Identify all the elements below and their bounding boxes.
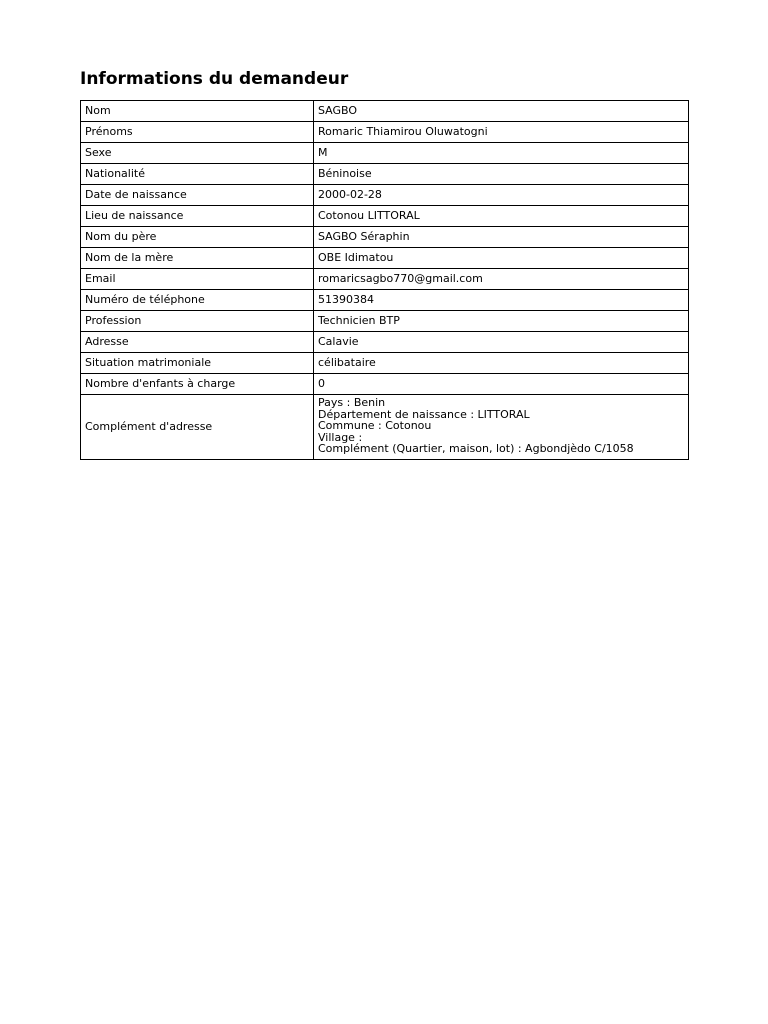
- section-title: Informations du demandeur: [80, 69, 349, 89]
- field-value-date-naissance: 2000-02-28: [314, 185, 689, 206]
- field-label-complement-adresse: Complément d'adresse: [81, 395, 314, 460]
- row-profession: [81, 311, 689, 332]
- field-value-email: romaricsagbo770@gmail.com: [314, 269, 689, 290]
- row-prenoms: [81, 122, 689, 143]
- field-value-prenoms: Romaric Thiamirou Oluwatogni: [314, 122, 689, 143]
- field-value-situation-matrimoniale: célibataire: [314, 353, 689, 374]
- row-email: [81, 269, 689, 290]
- field-value-complement-adresse: [314, 395, 689, 460]
- field-label-date-naissance: Date de naissance: [81, 185, 314, 206]
- address-line-village: Village :: [318, 430, 363, 444]
- row-lieu-naissance: [81, 206, 689, 227]
- field-value-enfants-charge: 0: [314, 374, 689, 395]
- row-situation-matrimoniale: [81, 353, 689, 374]
- field-label-enfants-charge: Nombre d'enfants à charge: [81, 374, 314, 395]
- field-value-adresse: Calavie: [314, 332, 689, 353]
- applicant-info-page: [80, 68, 688, 455]
- field-label-nom: Nom: [81, 101, 314, 122]
- row-complement-adresse: [81, 395, 689, 460]
- row-enfants-charge: [81, 374, 689, 395]
- row-adresse: [81, 332, 689, 353]
- field-label-profession: Profession: [81, 311, 314, 332]
- address-line-departement: Département de naissance : LITTORAL: [318, 407, 530, 421]
- field-value-lieu-naissance: Cotonou LITTORAL: [314, 206, 689, 227]
- field-value-sexe: M: [314, 143, 689, 164]
- field-value-nationalite: Béninoise: [314, 164, 689, 185]
- field-value-nom-pere: SAGBO Séraphin: [314, 227, 689, 248]
- field-label-sexe: Sexe: [81, 143, 314, 164]
- field-value-profession: Technicien BTP: [314, 311, 689, 332]
- field-value-nom: SAGBO: [314, 101, 689, 122]
- row-nom: [81, 101, 689, 122]
- row-nationalite: [81, 164, 689, 185]
- applicant-info-table: [80, 100, 689, 460]
- field-label-adresse: Adresse: [81, 332, 314, 353]
- row-date-naissance: [81, 185, 689, 206]
- field-value-telephone: 51390384: [314, 290, 689, 311]
- address-line-complement: Complément (Quartier, maison, lot) : Agbondjèdo C/1058: [318, 442, 634, 455]
- address-line-pays: Pays : Benin: [318, 396, 386, 409]
- row-sexe: [81, 143, 689, 164]
- field-label-email: Email: [81, 269, 314, 290]
- field-label-nationalite: Nationalité: [81, 164, 314, 185]
- field-label-prenoms: Prénoms: [81, 122, 314, 143]
- field-label-lieu-naissance: Lieu de naissance: [81, 206, 314, 227]
- row-nom-pere: [81, 227, 689, 248]
- field-label-nom-pere: Nom du père: [81, 227, 314, 248]
- field-label-telephone: Numéro de téléphone: [81, 290, 314, 311]
- field-label-situation-matrimoniale: Situation matrimoniale: [81, 353, 314, 374]
- row-nom-mere: [81, 248, 689, 269]
- address-line-commune: Commune : Cotonou: [318, 419, 432, 432]
- field-label-nom-mere: Nom de la mère: [81, 248, 314, 269]
- row-telephone: [81, 290, 689, 311]
- field-value-nom-mere: OBE Idimatou: [314, 248, 689, 269]
